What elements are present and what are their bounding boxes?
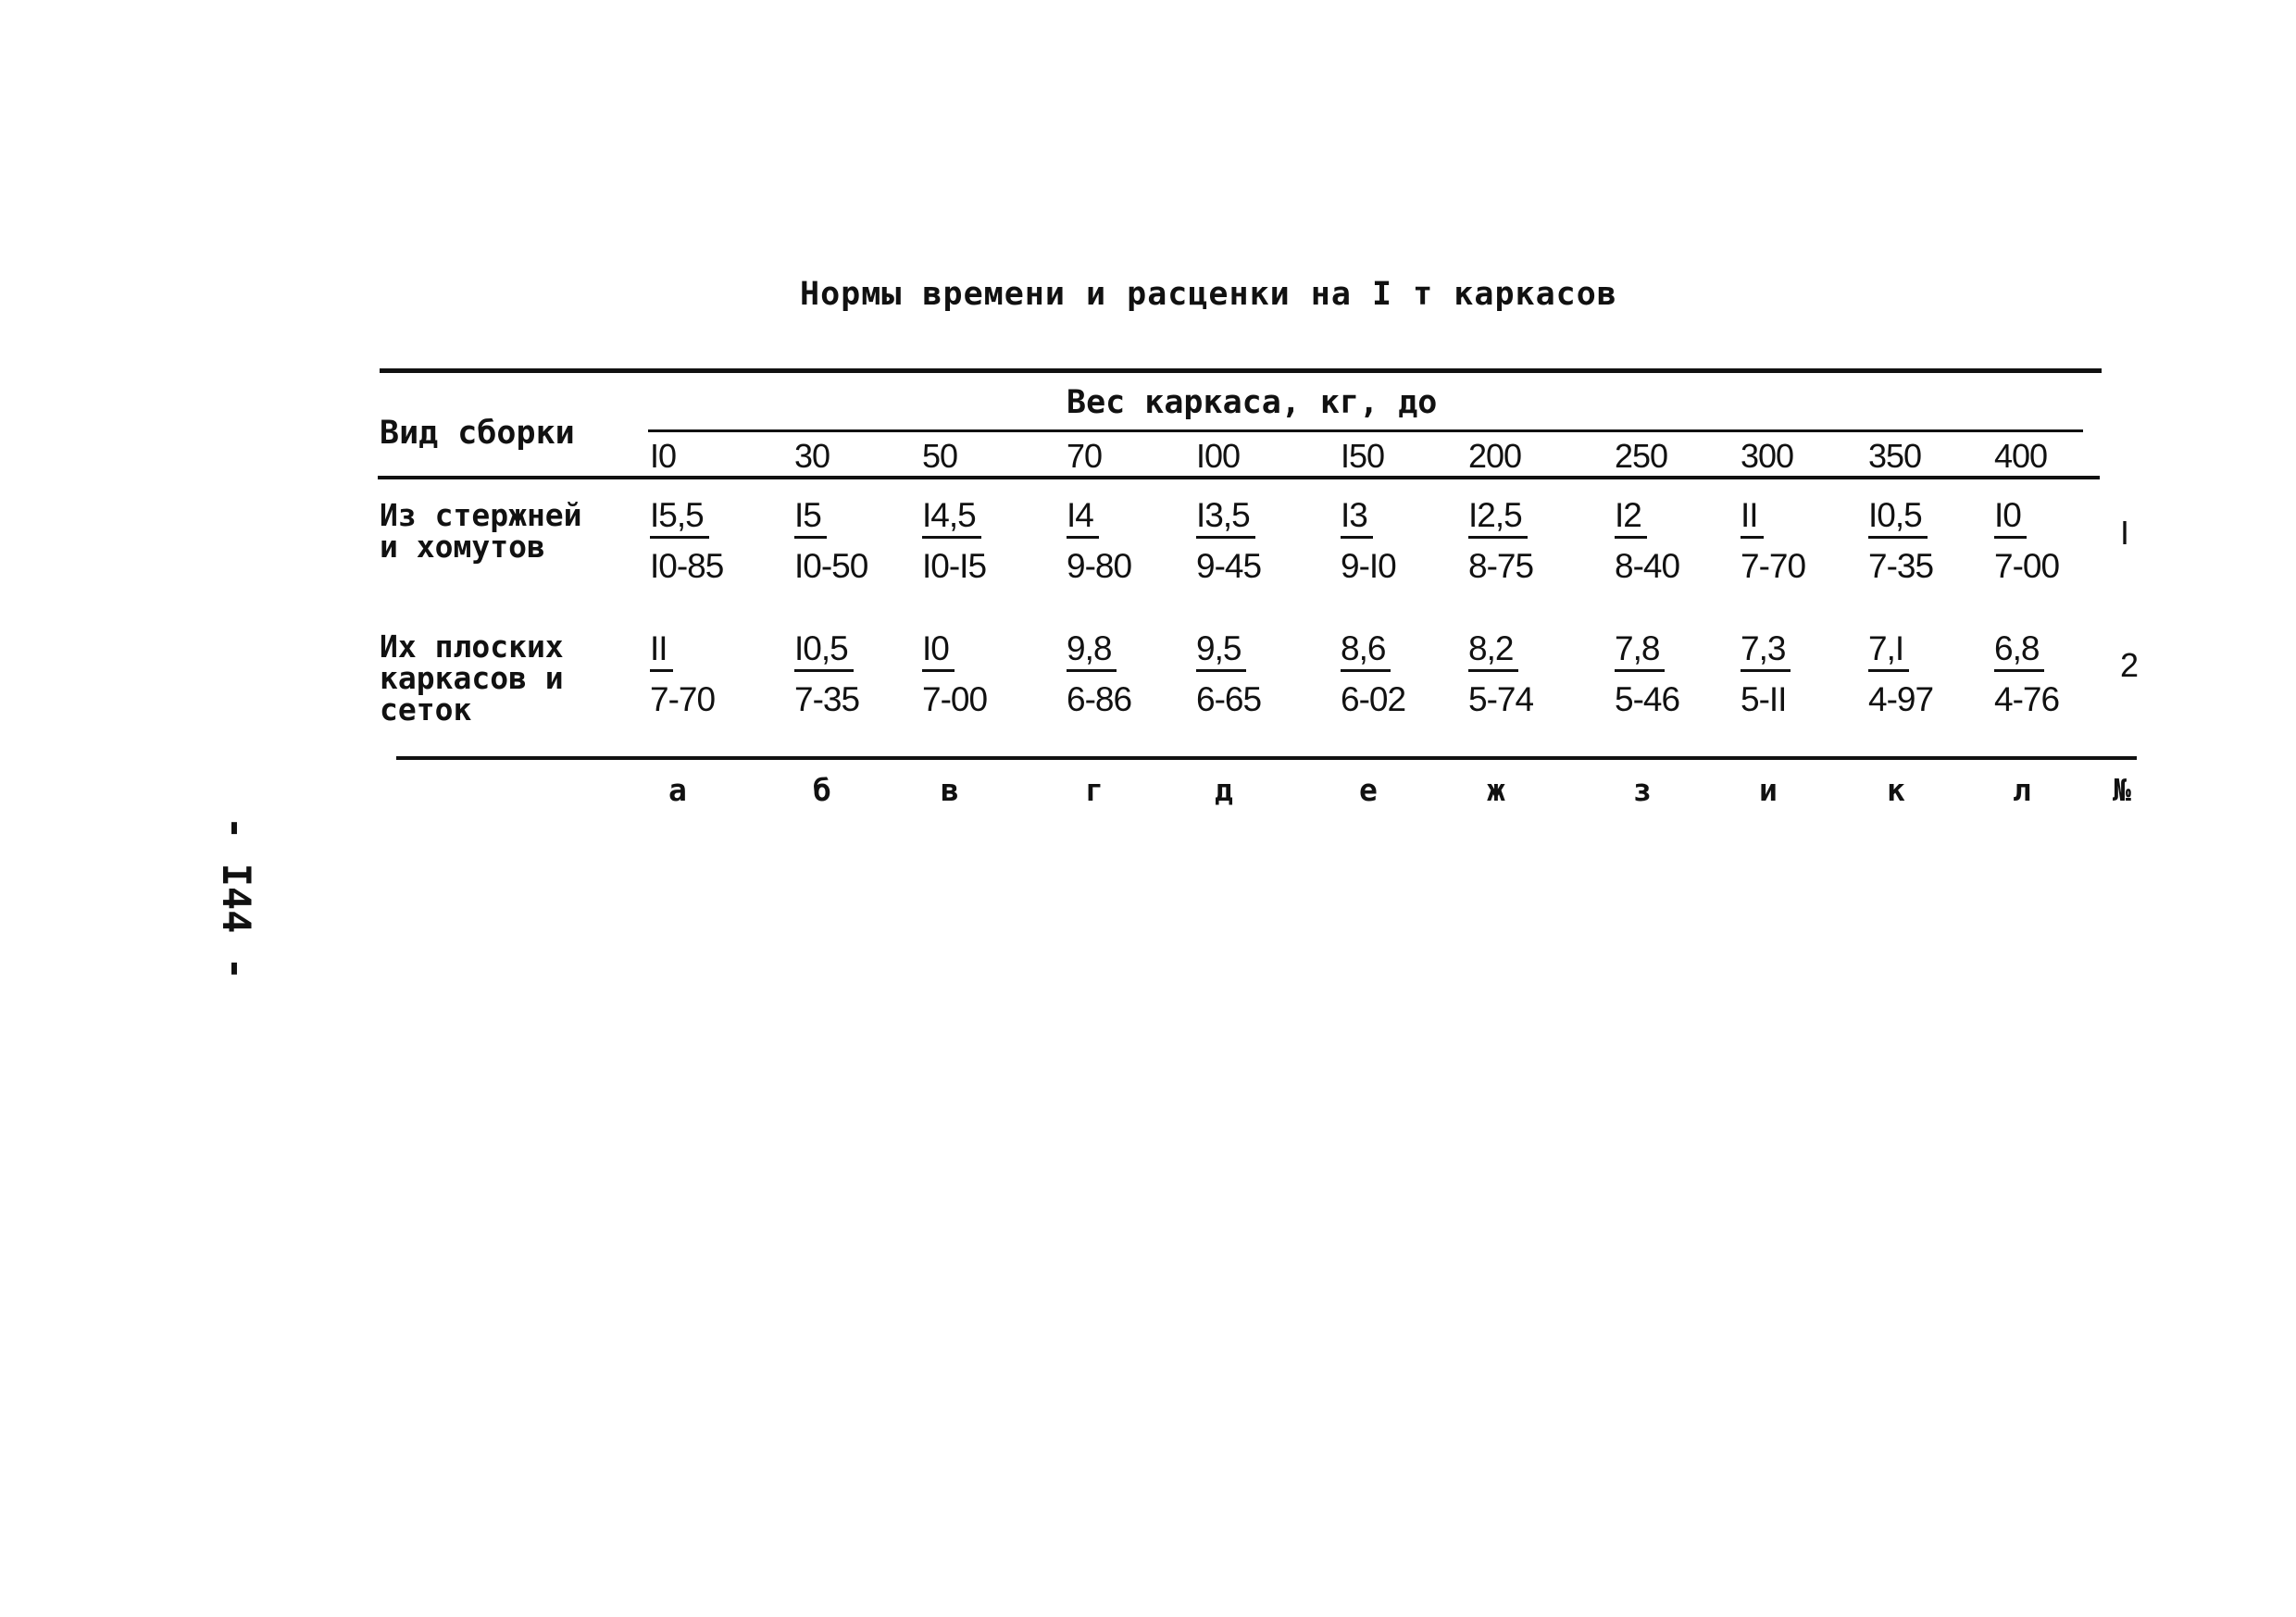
table-cell [1341,496,1442,585]
column-letter: л [2013,772,2031,808]
table-bottom-rule [396,756,2137,760]
table-cell [1994,496,2096,585]
time-norm: 9,8 [1067,630,1117,672]
weight-col-header: 50 [922,437,958,475]
rate-value: 4-76 [1994,680,2060,718]
time-norm: I3,5 [1196,497,1255,539]
rate-value: I0-85 [650,547,724,585]
number-symbol: № [2113,772,2131,808]
table-cell [1741,629,1842,718]
column-letter: б [813,772,831,808]
time-norm: I0 [922,630,955,672]
column-letter: д [1215,772,1233,808]
table-cell [922,629,1024,718]
table-cell [794,496,896,585]
rate-value: 7-35 [1868,547,1934,585]
table-cell [1868,496,1970,585]
row-label [380,628,564,728]
time-norm: I4,5 [922,497,981,539]
rate-value: 7-35 [794,680,860,718]
weight-col-header: 30 [794,437,830,475]
column-letter: а [668,772,687,808]
table-cell [1468,496,1570,585]
time-norm: 7,8 [1615,630,1665,672]
rate-value: 7-00 [922,680,988,718]
weight-col-header: 350 [1868,437,1922,475]
table-cell [1741,496,1842,585]
row-label [380,497,582,565]
time-norm: 8,6 [1341,630,1391,672]
table-cell [922,496,1024,585]
table-cell [1067,629,1168,718]
time-norm: I0,5 [794,630,854,672]
table-cell [1341,629,1442,718]
rate-value: I0-50 [794,547,868,585]
row-label-line: Из стержней [380,497,582,533]
time-norm: I3 [1341,497,1373,539]
time-norm: 9,5 [1196,630,1246,672]
rate-value: 4-97 [1868,680,1934,718]
column-letter: з [1633,772,1652,808]
time-norm: I5 [794,497,827,539]
page-title: Нормы времени и расценки на I т каркасов [800,276,1617,313]
weight-col-header: 70 [1067,437,1103,475]
weight-col-header: I0 [650,437,677,475]
table-cell [650,496,752,585]
time-norm: I4 [1067,497,1099,539]
weight-col-header: 400 [1994,437,2048,475]
column-letter: и [1759,772,1778,808]
rate-value: 5-74 [1468,680,1534,718]
header-sub-rule [648,429,2083,432]
table-cell [794,629,896,718]
column-letter: к [1887,772,1905,808]
time-norm: 8,2 [1468,630,1518,672]
table-cell [1615,629,1716,718]
rate-value: 7-70 [1741,547,1806,585]
weight-col-header: 200 [1468,437,1522,475]
weight-col-header: I50 [1341,437,1385,475]
table-top-rule [380,368,2102,373]
row-number: 2 [2120,646,2140,684]
time-norm: I0 [1994,497,2027,539]
row-label-line: каркасов и [380,660,564,696]
rate-value: 8-75 [1468,547,1534,585]
table-cell [1868,629,1970,718]
time-norm: I5,5 [650,497,709,539]
table-cell [1196,496,1298,585]
rate-value: I0-I5 [922,547,987,585]
rate-value: 8-40 [1615,547,1680,585]
row-number: I [2120,514,2130,552]
row-header: Вид сборки [380,415,575,452]
page-number: - I44 - [214,816,259,981]
time-norm: 6,8 [1994,630,2044,672]
column-letter: ж [1487,772,1505,808]
column-letter: г [1085,772,1104,808]
rate-value: 9-I0 [1341,547,1396,585]
time-norm: I2,5 [1468,497,1528,539]
column-letter: е [1359,772,1378,808]
row-label-line: Их плоских [380,628,564,665]
rate-value: 7-70 [650,680,716,718]
time-norm: I2 [1615,497,1647,539]
rate-value: 7-00 [1994,547,2060,585]
rate-value: 6-86 [1067,680,1132,718]
weight-col-header: I00 [1196,437,1241,475]
rate-value: 6-65 [1196,680,1262,718]
table-cell [1615,496,1716,585]
rate-value: 9-80 [1067,547,1132,585]
table-cell [1067,496,1168,585]
time-norm: I0,5 [1868,497,1928,539]
weight-col-header: 300 [1741,437,1794,475]
weight-col-header: 250 [1615,437,1668,475]
rate-value: 5-II [1741,680,1787,718]
column-letter: в [941,772,959,808]
time-norm: II [1741,497,1764,539]
header-bottom-rule [378,476,2100,479]
table-cell [1468,629,1570,718]
time-norm: II [650,630,673,672]
rate-value: 9-45 [1196,547,1262,585]
table-cell [1196,629,1298,718]
row-label-line: и хомутов [380,529,545,565]
time-norm: 7,I [1868,630,1909,672]
row-label-line: сеток [380,691,472,728]
time-norm: 7,3 [1741,630,1791,672]
weight-header: Вес каркаса, кг, до [1067,384,1438,421]
table-cell [650,629,752,718]
rate-value: 6-02 [1341,680,1406,718]
rate-value: 5-46 [1615,680,1680,718]
table-cell [1994,629,2096,718]
